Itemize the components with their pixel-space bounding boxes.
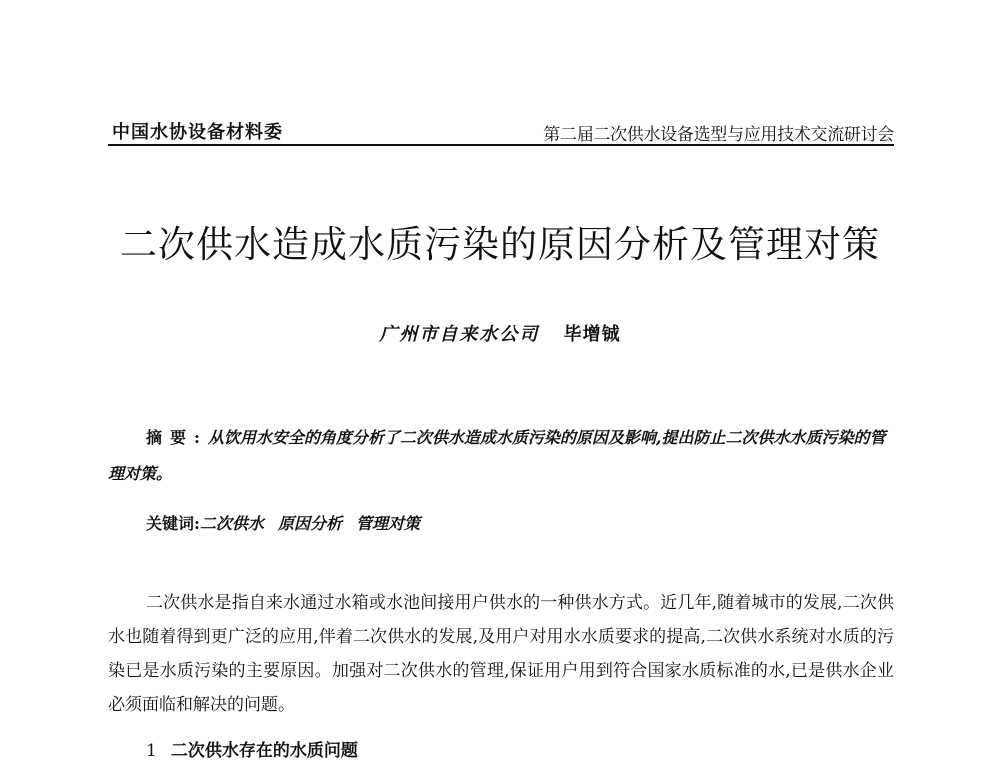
author-organization: 广州市自来水公司 — [379, 324, 540, 345]
section-heading — [146, 740, 358, 762]
running-header — [108, 112, 894, 146]
keyword: 二次供水 — [199, 514, 264, 533]
keyword: 原因分析 — [277, 514, 342, 533]
author-line — [0, 320, 1000, 346]
header-conference: 第二届二次供水设备选型与应用技术交流研讨会 — [543, 125, 894, 145]
keywords-label: 关键词: — [146, 514, 200, 533]
abstract — [108, 420, 894, 492]
section-title: 二次供水存在的水质问题 — [170, 741, 358, 761]
header-organization: 中国水协设备材料委 — [112, 122, 283, 143]
keyword: 管理对策 — [355, 514, 420, 533]
paper-title: 二次供水造成水质污染的原因分析及管理对策 — [120, 223, 880, 266]
abstract-text: 从饮用水安全的角度分析了二次供水造成水质污染的原因及影响,提出防止二次供水水质污染的管理对策。 — [108, 428, 886, 483]
section-number: 1 — [146, 741, 157, 761]
abstract-label: 摘要: — [146, 428, 208, 447]
body-paragraph: 二次供水是指自来水通过水箱或水池间接用户供水的一种供水方式。近几年,随着城市的发展,二次供水也随着得到更广泛的应用,伴着二次供水的发展,及用户对用水水质要求的提高,二次供水系统对水质的污染已是水质污染的主要原因。加强对二次供水的管理,保证用户用到符合国家水质标准的水,已是供水企业必须面临和解决的问题。 — [108, 593, 894, 715]
author-name: 毕增铖 — [563, 324, 621, 345]
keywords — [146, 510, 434, 538]
